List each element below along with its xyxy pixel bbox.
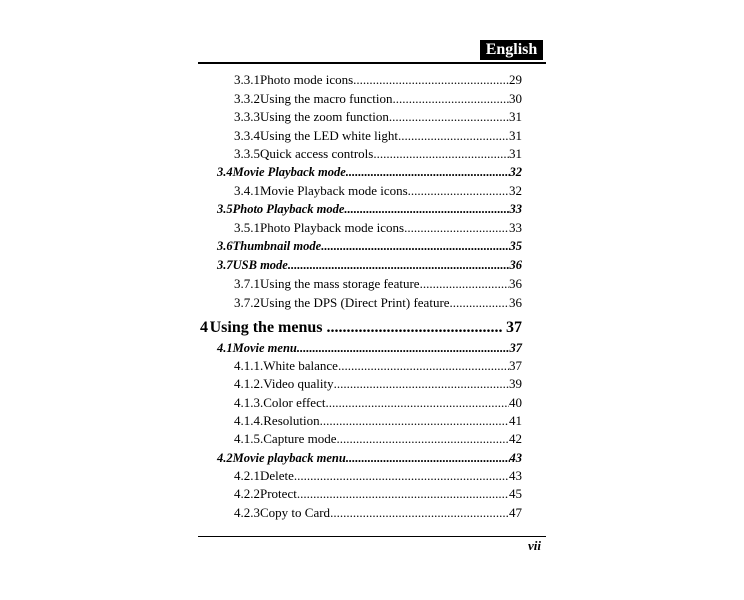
toc-entry-title: Using the DPS (Direct Print) feature: [260, 295, 450, 310]
footer-rule: [198, 536, 546, 537]
toc-entry[interactable]: [234, 72, 522, 88]
toc-entry-title: Copy to Card: [260, 505, 331, 520]
toc-entry[interactable]: [234, 295, 522, 311]
toc-entry-title: Photo Playback mode: [232, 202, 345, 216]
dot-leader: [373, 146, 509, 162]
toc-entry-title: Using the macro function: [260, 91, 393, 106]
header-rule: [198, 62, 546, 64]
toc-entry[interactable]: [234, 276, 522, 292]
toc-entry-title: Photo mode icons: [260, 72, 354, 87]
toc-entry-title: Color effect: [263, 395, 326, 410]
toc-entry-number: 4: [200, 319, 208, 336]
toc-entry-page: 35: [509, 239, 522, 253]
dot-leader: [420, 276, 509, 292]
toc-entry[interactable]: [234, 376, 522, 392]
toc-entry-page: 36: [509, 276, 522, 291]
toc-entry[interactable]: [234, 146, 522, 162]
dot-leader: [294, 468, 509, 484]
toc-entry-number: 4.2.1: [234, 468, 260, 483]
toc-entry[interactable]: [234, 91, 522, 107]
dot-leader: [389, 109, 509, 125]
toc-entry-number: 3.6: [217, 239, 233, 253]
toc-entry-title: USB mode: [232, 258, 288, 272]
dot-leader: [408, 183, 509, 199]
toc-entry-page: 43: [509, 451, 522, 465]
toc-entry-page: 36: [509, 295, 522, 310]
toc-entry-page: 29: [509, 72, 522, 87]
toc-entry-number: 3.3.5: [234, 146, 260, 161]
toc-entry[interactable]: [234, 395, 522, 411]
toc-entry-number: 3.7: [217, 258, 233, 272]
dot-leader: [297, 341, 510, 356]
dot-leader: [346, 451, 510, 466]
toc-entry-page: 43: [509, 468, 522, 483]
toc-entry-number: 4.1.5.: [234, 431, 264, 446]
toc-entry-number: 3.3.1: [234, 72, 260, 87]
toc-entry-title: Photo Playback mode icons: [260, 220, 405, 235]
dot-leader: [334, 376, 509, 392]
toc-entry[interactable]: [234, 183, 522, 199]
dot-leader: [450, 295, 509, 311]
toc-entry-number: 4.1.1.: [234, 358, 264, 373]
dot-leader: [337, 431, 509, 447]
toc-entry-page: 47: [509, 505, 522, 520]
dot-leader: [404, 220, 509, 236]
toc-entry-page: 32: [509, 183, 522, 198]
toc-entry-number: 3.3.2: [234, 91, 260, 106]
dot-leader: [320, 413, 509, 429]
toc-entry-number: 4.2.2: [234, 486, 260, 501]
toc-entry-number: 3.5: [217, 202, 233, 216]
toc-entry[interactable]: [217, 341, 522, 356]
toc-entry-title: Using the LED white light: [260, 128, 398, 143]
toc-entry-title: Movie Playback mode: [232, 165, 346, 179]
toc-entry-title: Movie playback menu: [232, 451, 346, 465]
toc-entry-page: 40: [509, 395, 522, 410]
toc-entry-page: 37: [509, 358, 522, 373]
dot-leader: [325, 395, 509, 411]
toc-entry-page: 32: [509, 165, 522, 179]
toc-entry-number: 3.5.1: [234, 220, 260, 235]
toc-entry-page: 36: [509, 258, 522, 272]
toc-entry-title: Resolution: [263, 413, 320, 428]
toc-entry-number: 4.2: [217, 451, 233, 465]
toc-entry-page: 31: [509, 128, 522, 143]
dot-leader: [330, 505, 509, 521]
dot-leader: [288, 258, 510, 273]
toc-entry-title: Capture mode: [263, 431, 337, 446]
toc-entry-page: 42: [509, 431, 522, 446]
toc-entry[interactable]: [217, 202, 522, 217]
dot-leader: [327, 319, 503, 337]
toc-entry-page: 37: [506, 319, 522, 336]
toc-entry-title: Using the mass storage feature: [260, 276, 420, 291]
toc-entry-title: White balance: [263, 358, 338, 373]
toc-entry-number: 3.7.1: [234, 276, 260, 291]
toc-entry-number: 3.4: [217, 165, 233, 179]
toc-entry-number: 3.3.3: [234, 109, 260, 124]
toc-entry-number: 3.7.2: [234, 295, 260, 310]
toc-entry[interactable]: [234, 431, 522, 447]
toc-entry[interactable]: [234, 413, 522, 429]
toc-entry-number: 3.3.4: [234, 128, 260, 143]
toc-entry[interactable]: [234, 505, 522, 521]
toc-entry-page: 39: [509, 376, 522, 391]
toc-entry-number: 3.4.1: [234, 183, 260, 198]
dot-leader: [353, 72, 509, 88]
toc-entry[interactable]: [217, 239, 522, 254]
toc-entry-title: Using the zoom function: [260, 109, 389, 124]
toc-entry-number: 4.1.2.: [234, 376, 264, 391]
toc-entry-title: Movie Playback mode icons: [260, 183, 408, 198]
toc-entry-page: 41: [509, 413, 522, 428]
toc-entry-page: 31: [509, 146, 522, 161]
toc-entry-page: 31: [509, 109, 522, 124]
toc-entry-number: 4.1.3.: [234, 395, 264, 410]
page-number: vii: [528, 538, 541, 553]
toc-entry-page: 33: [509, 202, 522, 216]
toc-entry[interactable]: [234, 468, 522, 484]
toc-entry-page: 33: [509, 220, 522, 235]
toc-entry[interactable]: [234, 358, 522, 374]
toc-entry-title: Delete: [260, 468, 294, 483]
toc-entry-number: 4.1: [217, 341, 233, 355]
toc-entry[interactable]: [200, 319, 522, 337]
toc-entry-title: Quick access controls: [260, 146, 374, 161]
toc-entry-page: 45: [509, 486, 522, 501]
toc-entry[interactable]: [217, 451, 522, 466]
toc-entry[interactable]: [234, 128, 522, 144]
dot-leader: [338, 358, 509, 374]
toc-entry-title: Video quality: [263, 376, 334, 391]
toc-entry-number: 4.1.4.: [234, 413, 264, 428]
dot-leader: [297, 486, 509, 502]
dot-leader: [344, 202, 509, 217]
toc-entry-title: Thumbnail mode: [232, 239, 322, 253]
toc-entry[interactable]: [234, 220, 522, 236]
dot-leader: [398, 128, 509, 144]
toc-entry-number: 4.2.3: [234, 505, 260, 520]
dot-leader: [321, 239, 509, 254]
toc-entry-page: 37: [509, 341, 522, 355]
language-badge: English: [480, 40, 543, 60]
toc-entry[interactable]: [234, 109, 522, 125]
toc-entry-page: 30: [509, 91, 522, 106]
toc-entry-title: Movie menu: [232, 341, 297, 355]
dot-leader: [346, 165, 510, 180]
toc-entry[interactable]: [234, 486, 522, 502]
toc-entry[interactable]: [217, 165, 522, 180]
toc-entry-title: Protect: [260, 486, 297, 501]
dot-leader: [393, 91, 510, 107]
toc-entry-title: Using the menus: [209, 319, 323, 336]
toc-entry[interactable]: [217, 258, 522, 273]
